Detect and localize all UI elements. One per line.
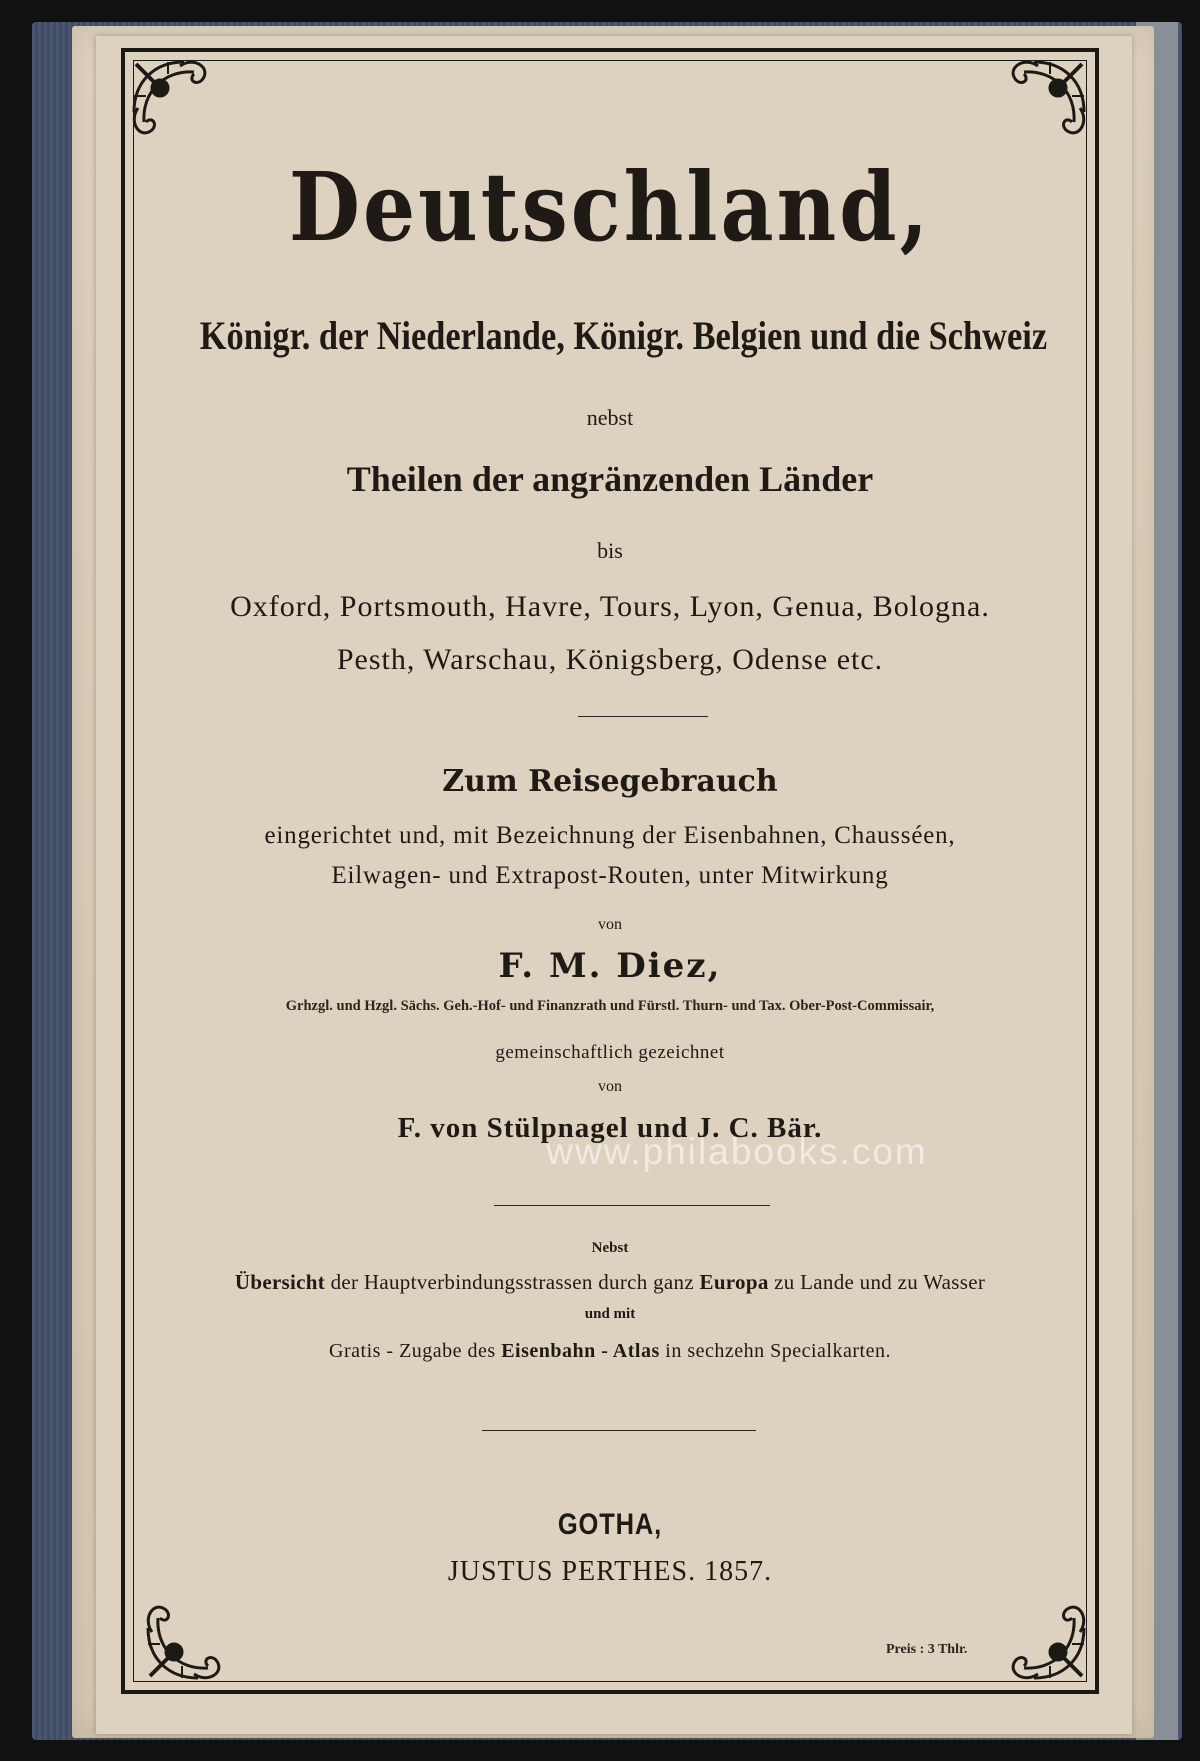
drawers-names: F. von Stülpnagel und J. C. Bär.: [397, 1112, 823, 1144]
nebst-text-2: Nebst: [591, 1240, 629, 1256]
watermark-text: www.philabooks.com: [546, 1131, 928, 1172]
gemeinschaftlich-text: gemeinschaftlich gezeichnet: [495, 1042, 725, 1063]
uebersicht-end: zu Lande und zu Wasser: [768, 1270, 986, 1294]
divider-rule-3: [482, 1430, 756, 1431]
eisenbahn-atlas-bold: Eisenbahn - Atlas: [501, 1340, 660, 1362]
author-name: F. M. Diez,: [498, 946, 722, 986]
gratis-line: [133, 1340, 1087, 1363]
zum-reisegebrauch-heading: Zum Reisegebrauch: [442, 764, 778, 799]
publication-place: GOTHA,: [557, 1508, 663, 1541]
divider-rule: [578, 716, 708, 717]
nebst-text: nebst: [586, 405, 634, 430]
bis-text: bis: [597, 538, 623, 563]
divider-rule-2: [494, 1205, 770, 1206]
gratis-end: in sechzehn Specialkarten.: [659, 1340, 891, 1362]
gratis-start: Gratis - Zugabe des: [329, 1340, 502, 1362]
description-line-1: eingerichtet und, mit Bezeichnung der Eisenbahnen, Chausséen,: [264, 822, 956, 849]
uebersicht-line: [133, 1270, 1087, 1295]
uebersicht-bold: Übersicht: [234, 1270, 326, 1294]
price-label: Preis : 3 Thlr.: [886, 1642, 968, 1657]
und-mit-text: und mit: [584, 1306, 636, 1322]
corner-ornament-icon: [138, 1578, 248, 1688]
places-line-1: Oxford, Portsmouth, Havre, Tours, Lyon, Genua, Bologna.: [230, 590, 990, 623]
corner-ornament-icon: [984, 1578, 1094, 1688]
author-title: Grhzgl. und Hzgl. Sächs. Geh.-Hof- und Finanzrath und Fürstl. Thurn- und Tax. Ober-Post-Commissair,: [285, 998, 935, 1014]
europa-bold: Europa: [699, 1270, 769, 1294]
places-line-2: Pesth, Warschau, Königsberg, Odense etc.: [336, 643, 884, 676]
corner-ornament-icon: [984, 52, 1094, 162]
uebersicht-mid: der Hauptverbindungsstrassen durch ganz: [325, 1270, 700, 1294]
subtitle: Königr. der Niederlande, Königr. Belgien und die Schweiz: [199, 313, 1048, 358]
page-title: Deutschland,: [288, 152, 932, 264]
publisher-line: JUSTUS PERTHES. 1857.: [447, 1556, 773, 1587]
von-text: von: [598, 916, 622, 933]
description-line-2: Eilwagen- und Extrapost-Routen, unter Mitwirkung: [331, 862, 889, 889]
von-text-2: von: [598, 1078, 622, 1095]
theilen-heading: Theilen der angränzenden Länder: [346, 459, 874, 499]
corner-ornament-icon: [124, 52, 234, 162]
